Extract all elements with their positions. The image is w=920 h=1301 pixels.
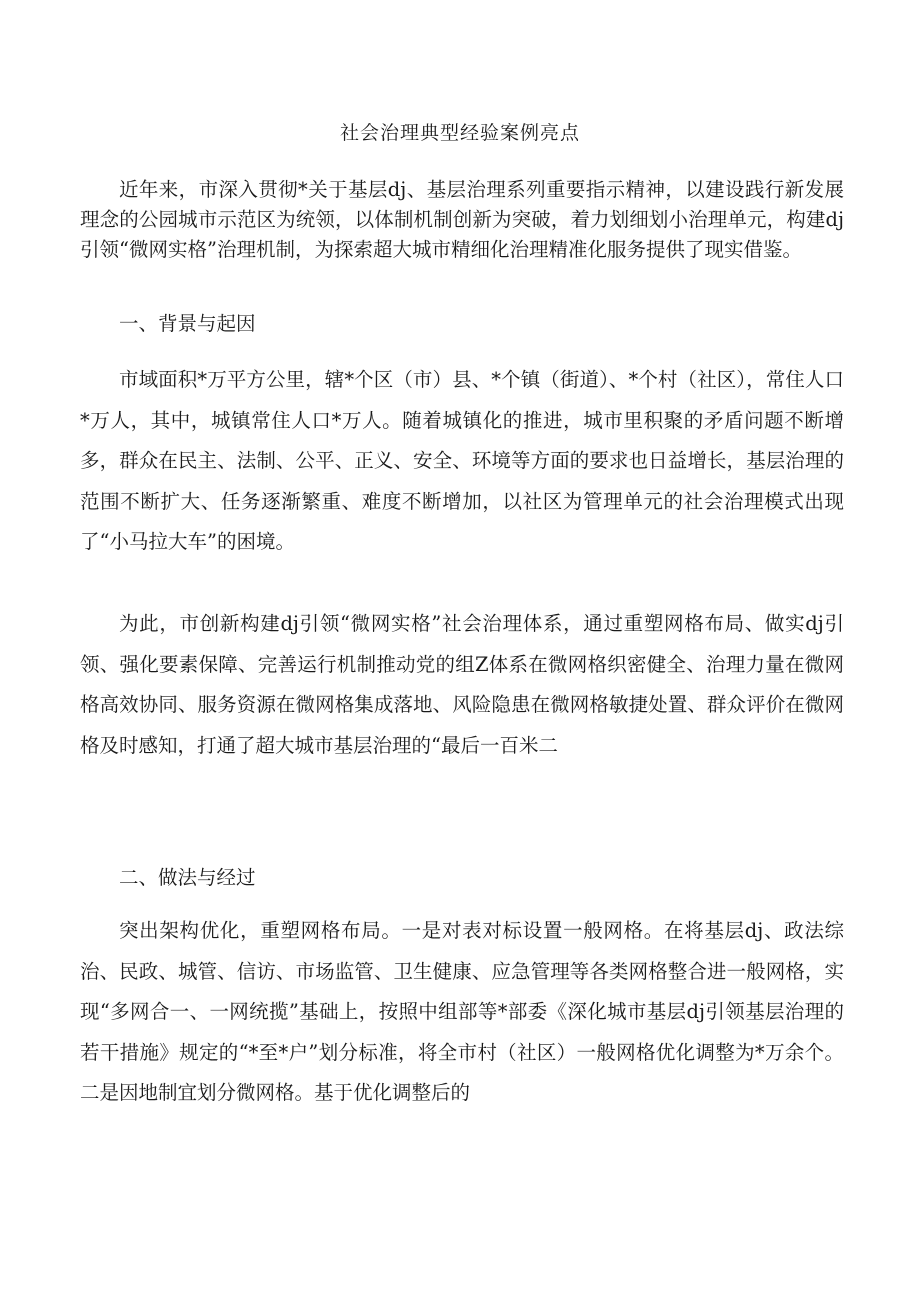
page-title: 社会治理典型经验案例亮点 bbox=[339, 122, 580, 144]
practice-paragraph: 突出架构优化，重塑网格布局。一是对表对标设置一般网格。在将基层dj、政法综治、民政、城管、信访、市场监管、卫生健康、应急管理等各类网格整合进一般网格，实现“多网合一、一网统揽”基础上，按照中组部等*部委《深化城市基层dj引领基层治理的若干措施》规定的“*至*户”划分标准，将全市村（社区）一般网格优化调整为*万余个。二是因地制宜划分微网格。基于优化调整后的 bbox=[80, 919, 844, 1104]
section-heading-background: 一、背景与起因 bbox=[119, 312, 256, 335]
intro-paragraph: 近年来，市深入贯彻*关于基层dj、基层治理系列重要指示精神，以建设践行新发展理念的公园城市示范区为统领，以体制机制创新为突破，着力划细划小治理单元，构建dj引领“微网实格”治理机制，为探索超大城市精细化治理精准化服务提供了现实借鉴。 bbox=[80, 178, 844, 261]
background-paragraph: 市域面积*万平方公里，辖*个区（市）县、*个镇（街道）、*个村（社区），常住人口*万人，其中，城镇常住人口*万人。随着城镇化的推进，城市里积聚的矛盾问题不断增多，群众在民主、法制、公平、正义、安全、环境等方面的要求也日益增长，基层治理的范围不断扩大、任务逐渐繁重、难度不断增加，以社区为管理单元的社会治理模式出现了“小马拉大车”的困境。 bbox=[80, 368, 844, 553]
section-heading-practice: 二、做法与经过 bbox=[119, 866, 256, 889]
system-paragraph: 为此，市创新构建dj引领“微网实格”社会治理体系，通过重塑网格布局、做实dj引领、强化要素保障、完善运行机制推动党的组Z体系在微网格织密健全、治理力量在微网格高效协同、服务资源在微网格集成落地、风险隐患在微网格敏捷处置、群众评价在微网格及时感知，打通了超大城市基层治理的“最后一百米二 bbox=[80, 612, 844, 757]
